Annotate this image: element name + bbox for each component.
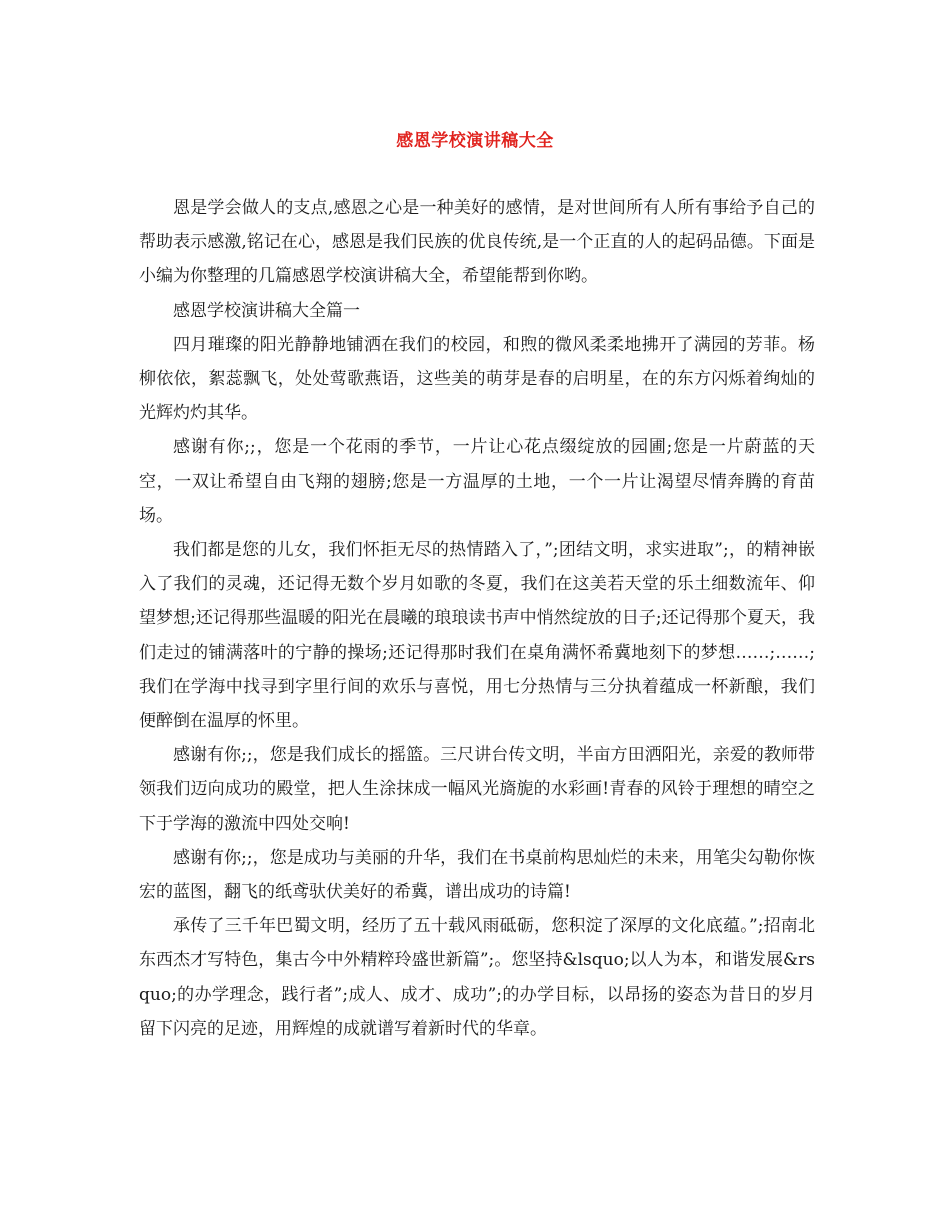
document-title: 感恩学校演讲稿大全 xyxy=(396,131,554,151)
body-paragraph: 我们都是您的儿女，我们怀拒无尽的热情踏入了，”;团结文明，求实进取”;，的精神嵌入了我们的灵魂，还记得无数个岁月如歌的冬夏，我们在这美若天堂的乐土细数流年、仰望梦想;还记得那些温暖的阳光在晨曦的琅琅读书声中悄然绽放的日子;还记得那个夏天，我们走过的铺满落叶的宁静的操场;还记得那时我们在桌角满怀希冀地刻下的梦想……;……;我们在学海中找寻到字里行间的欢乐与喜悦，用七分热情与三分执着蕴成一杯新酿，我们便醉倒在温厚的怀里。 xyxy=(139,540,815,732)
body-paragraph: 四月璀璨的阳光静静地铺洒在我们的校园，和煦的微风柔柔地拂开了满园的芳菲。杨柳依依，絮蕊飘飞，处处莺歌燕语，这些美的萌芽是春的启明星，在的东方闪烁着绚灿的光辉灼灼其华。 xyxy=(139,334,815,424)
body-paragraph: 承传了三千年巴蜀文明，经历了五十载风雨砥砺，您积淀了深厚的文化底蕴。”;招南北东西杰才写特色，集古今中外精粹玲盛世新篇”;。您坚持&lsquo;以人为本，和谐发展&rsquo;的办学理念，践行者”;成人、成才、成功”;的办学目标，以昂扬的姿态为昔日的岁月留下闪亮的足迹，用辉煌的成就谱写着新时代的华章。 xyxy=(139,916,815,1039)
body-paragraph: 感谢有你;;，您是一个花雨的季节，一片让心花点缀绽放的园圃;您是一片蔚蓝的天空，一双让希望自由飞翔的翅膀;您是一方温厚的土地，一个一片让渴望尽情奔腾的育苗场。 xyxy=(139,437,815,526)
section-heading: 感恩学校演讲稿大全篇一 xyxy=(173,300,360,321)
body-paragraph: 感谢有你;;，您是我们成长的摇篮。三尺讲台传文明，半亩方田洒阳光，亲爱的教师带领我们迈向成功的殿堂，把人生涂抹成一幅风光旖旎的水彩画!青春的风铃于理想的晴空之下于学海的激流中四处交响! xyxy=(139,745,815,834)
body-paragraph: 感谢有你;;，您是成功与美丽的升华，我们在书桌前构思灿烂的未来，用笔尖勾勒你恢宏的蓝图，翻飞的纸鸢驮伏美好的希冀，谱出成功的诗篇! xyxy=(139,847,815,903)
intro-paragraph: 恩是学会做人的支点,感恩之心是一种美好的感情，是对世间所有人所有事给予自己的帮助表示感激,铭记在心，感恩是我们民族的优良传统,是一个正直的人的起码品德。下面是小编为你整理的几篇感恩学校演讲稿大全，希望能帮到你哟。 xyxy=(139,198,815,287)
document-body xyxy=(139,191,815,1046)
